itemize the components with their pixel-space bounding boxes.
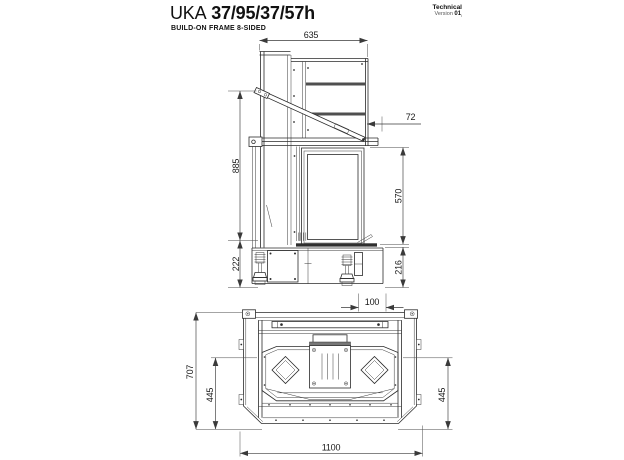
plan-view <box>185 310 453 457</box>
page-subtitle: BUILD-ON FRAME 8-SIDED <box>171 25 267 32</box>
dim-label-445-left: 445 <box>205 387 215 403</box>
dim-label-570: 570 <box>393 188 404 204</box>
dim-label-885: 885 <box>231 158 241 174</box>
dim-overall-width-plan <box>240 426 423 457</box>
firebox-door <box>294 147 373 247</box>
hearth-plate <box>296 243 377 246</box>
corner-bracket-right <box>405 310 418 319</box>
page-title <box>170 3 315 24</box>
technical-version-block <box>432 4 462 19</box>
air-diamond-left <box>272 357 299 384</box>
dim-label-707: 707 <box>185 364 195 380</box>
strut-top-bracket <box>254 88 270 99</box>
dim-glass-height <box>370 148 409 245</box>
leveling-foot-rear <box>340 255 354 286</box>
dim-label-1100: 1100 <box>321 442 341 453</box>
version-label: Version $01_i$ <box>434 11 462 19</box>
top-rail <box>272 322 388 328</box>
ash-box <box>268 251 299 283</box>
dim-label-222: 222 <box>231 256 241 272</box>
dim-label-72: 72 <box>405 112 416 122</box>
dim-label-445-right: 445 <box>437 387 447 403</box>
title-model: 37/95/37/57h <box>211 3 315 23</box>
dim-overall-width <box>260 30 368 57</box>
leveling-foot-front <box>253 253 267 285</box>
dim-bracket-offset <box>367 112 421 132</box>
bottom-band <box>259 403 402 421</box>
convection-box <box>291 59 368 147</box>
dim-rear-offset <box>341 294 404 312</box>
dim-label-635: 635 <box>303 30 319 40</box>
burner-plate <box>310 342 351 388</box>
dim-base-height-left <box>228 241 258 288</box>
air-diamond-right <box>361 357 388 384</box>
center-line <box>305 248 312 284</box>
dim-overall-height <box>228 91 257 241</box>
chimney-panel <box>253 52 292 249</box>
base-unit <box>252 248 383 286</box>
title-prefix: UKA <box>170 3 207 23</box>
shelf-band-upper <box>306 83 366 86</box>
doc-type-label: Technical <box>432 4 462 11</box>
dim-base-height-right <box>385 247 409 287</box>
dim-inner-depth-right <box>403 358 453 430</box>
dim-label-100: 100 <box>364 297 380 307</box>
corner-bracket-left <box>243 310 256 319</box>
dim-inner-depth-left <box>205 358 257 430</box>
side-view <box>228 30 421 312</box>
dim-label-216: 216 <box>393 260 404 275</box>
